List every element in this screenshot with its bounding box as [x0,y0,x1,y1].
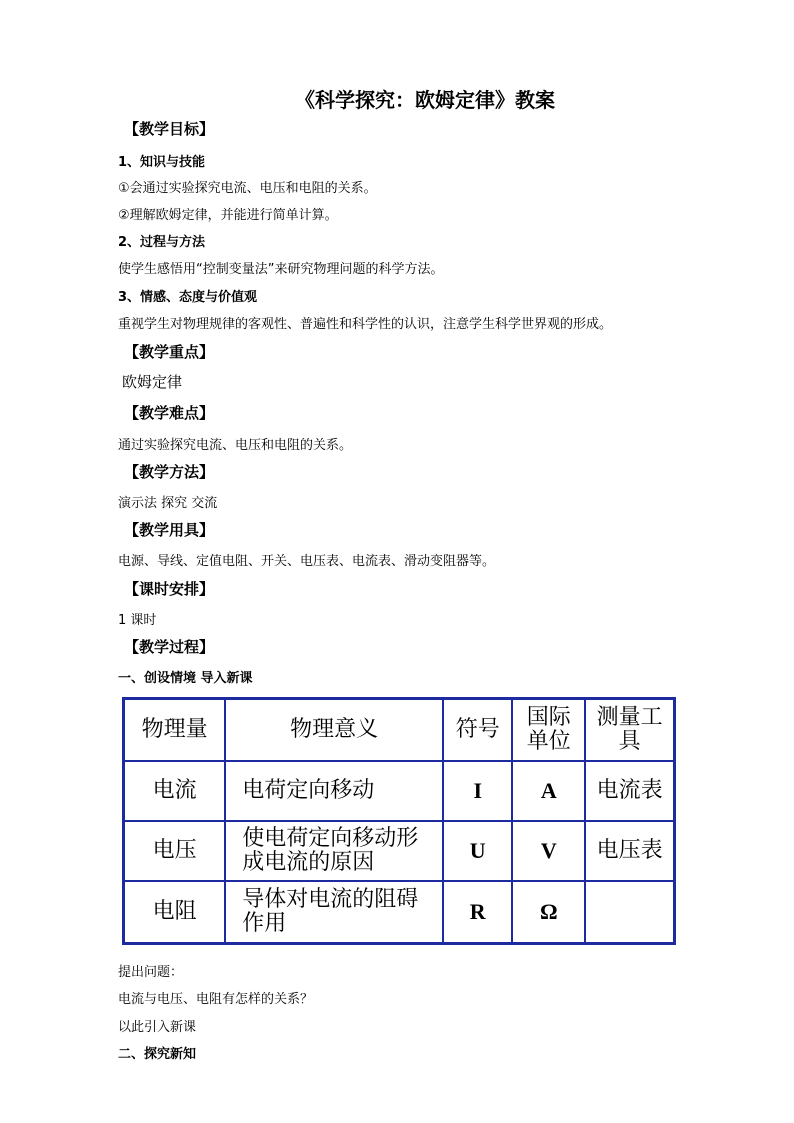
table-cell: A [512,761,585,821]
key-text: 欧姆定律 [122,373,183,391]
table-cell: I [443,761,512,821]
question-text: 电流与电压、电阻有怎样的关系？ [118,992,314,1007]
table-cell: 电荷定向移动 [225,761,443,821]
difficulty-heading: 【教学难点】 [124,404,215,422]
goal3-heading: 3、情感、态度与价值观 [118,290,258,305]
table-cell: 电流 [124,761,226,821]
table-row [124,761,675,821]
goal2-heading: 2、过程与方法 [118,235,206,250]
goals-heading: 【教学目标】 [124,120,215,138]
tools-heading: 【教学用具】 [124,521,215,539]
goal1-item1: ①会通过实验探究电流、电压和电阻的关系。 [118,181,377,196]
method-heading: 【教学方法】 [124,463,215,481]
goal1-item2: ②理解欧姆定律，并能进行简单计算。 [118,208,338,223]
header-cell: 国际单位 [512,699,585,761]
page-title: 《科学探究：欧姆定律》教案 [295,88,555,112]
header-cell: 测量工具 [585,699,674,761]
header-cell: 物理量 [124,699,226,761]
schedule-heading: 【课时安排】 [124,580,215,598]
table-cell: 电流表 [585,761,674,821]
table-cell: 使电荷定向移动形成电流的原因 [225,821,443,881]
table-cell: 电阻 [124,881,226,943]
physics-quantity-table [122,697,676,945]
table-header-row [124,699,675,761]
question-label: 提出问题： [118,965,184,980]
key-heading: 【教学重点】 [124,343,215,361]
lead-text: 以此引入新课 [118,1020,197,1035]
goal2-text: 使学生感悟用“控制变量法”来研究物理问题的科学方法。 [118,262,444,277]
goal1-heading: 1、知识与技能 [118,155,206,170]
schedule-text: 1 课时 [118,613,157,628]
table-row [124,821,675,881]
table-cell: 电压 [124,821,226,881]
step2-heading: 二、探究新知 [118,1047,197,1062]
method-text: 演示法 探究 交流 [118,496,218,511]
table-cell: 电压表 [585,821,674,881]
table-cell: R [443,881,512,943]
header-cell: 符号 [443,699,512,761]
table-cell: V [512,821,585,881]
table-cell: Ω [512,881,585,943]
goal3-text: 重视学生对物理规律的客观性、普遍性和科学性的认识，注意学生科学世界观的形成。 [118,317,613,332]
process-heading: 【教学过程】 [124,638,215,656]
table-row [124,881,675,943]
table-cell: 导体对电流的阻碍作用 [225,881,443,943]
tools-text: 电源、导线、定值电阻、开关、电压表、电流表、滑动变阻器等。 [118,554,496,569]
table-cell [585,881,674,943]
header-cell: 物理意义 [225,699,443,761]
table-cell: U [443,821,512,881]
step1-heading: 一、创设情境 导入新课 [118,671,253,686]
difficulty-text: 通过实验探究电流、电压和电阻的关系。 [118,438,353,453]
